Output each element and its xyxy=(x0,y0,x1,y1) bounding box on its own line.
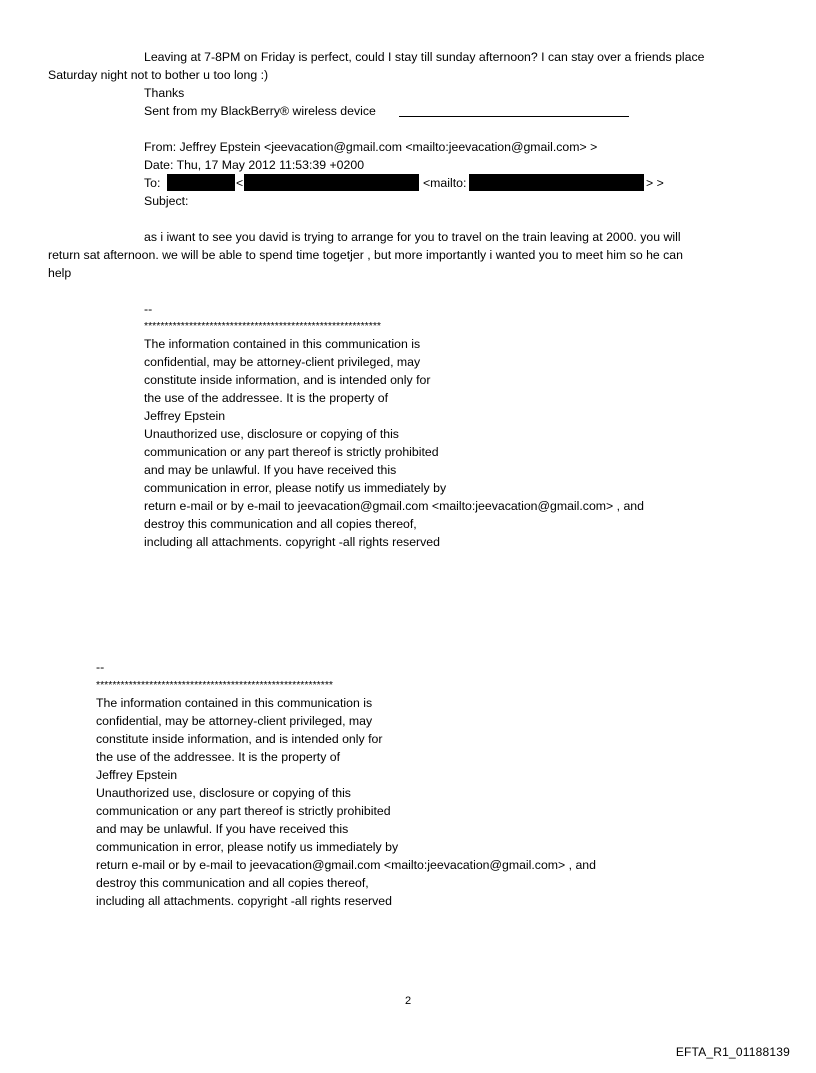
disclaimer-line: constitute inside information, and is intended only for xyxy=(144,373,431,387)
header-to-mailto: <mailto: xyxy=(423,176,467,190)
disclaimer-line: communication in error, please notify us immediately by xyxy=(144,481,447,495)
disclaimer-line: return e-mail or by e-mail to jeevacation@gmail.com <mailto:jeevacation@gmail.com> , and xyxy=(144,499,644,513)
reply-line-2: Saturday night not to bother u too long :) xyxy=(48,68,269,82)
disclaimer-line: and may be unlawful. If you have received this xyxy=(144,463,397,477)
header-to-end: > > xyxy=(646,176,664,190)
redaction-bar xyxy=(167,174,235,191)
disclaimer-stars: ********************************************************** xyxy=(96,679,333,691)
disclaimer-line: destroy this communication and all copies thereof, xyxy=(144,517,417,531)
message-line-3: help xyxy=(48,266,72,280)
signature-separator-line xyxy=(399,116,629,117)
disclaimer-line: confidential, may be attorney-client privileged, may xyxy=(96,714,373,728)
message-line-2: return sat afternoon. we will be able to spend time togetjer , but more importantly i wanted you to meet him so he can xyxy=(48,248,683,262)
message-line-1: as i iwant to see you david is trying to arrange for you to travel on the train leaving at 2000. you will xyxy=(144,230,681,244)
disclaimer-line: confidential, may be attorney-client privileged, may xyxy=(144,355,421,369)
header-to-bracket: < xyxy=(236,176,244,190)
disclaimer-dashes: -- xyxy=(144,302,153,316)
disclaimer-line: the use of the addressee. It is the property of xyxy=(96,750,341,764)
bates-number: EFTA_R1_01188139 xyxy=(675,1045,790,1059)
reply-signature: Sent from my BlackBerry® wireless device xyxy=(144,104,376,118)
disclaimer-line: return e-mail or by e-mail to jeevacation@gmail.com <mailto:jeevacation@gmail.com> , and xyxy=(96,858,596,872)
disclaimer-stars: ********************************************************** xyxy=(144,320,381,332)
header-date: Date: Thu, 17 May 2012 11:53:39 +0200 xyxy=(144,158,365,172)
disclaimer-line: communication or any part thereof is strictly prohibited xyxy=(144,445,439,459)
disclaimer-line: the use of the addressee. It is the property of xyxy=(144,391,389,405)
disclaimer-line: Unauthorized use, disclosure or copying of this xyxy=(96,786,351,800)
disclaimer-line: constitute inside information, and is intended only for xyxy=(96,732,383,746)
disclaimer-line: including all attachments. copyright -all rights reserved xyxy=(96,894,392,908)
redaction-bar xyxy=(244,174,419,191)
reply-line-1: Leaving at 7-8PM on Friday is perfect, could I stay till sunday afternoon? I can stay over a friends place xyxy=(144,50,705,64)
disclaimer-line: Jeffrey Epstein xyxy=(96,768,178,782)
disclaimer-line: Unauthorized use, disclosure or copying of this xyxy=(144,427,399,441)
header-from: From: Jeffrey Epstein <jeevacation@gmail.com <mailto:jeevacation@gmail.com> > xyxy=(144,140,598,154)
disclaimer-line: Jeffrey Epstein xyxy=(144,409,226,423)
header-subject: Subject: xyxy=(144,194,189,208)
header-to-label: To: xyxy=(144,176,161,190)
disclaimer-line: communication in error, please notify us immediately by xyxy=(96,840,399,854)
reply-thanks: Thanks xyxy=(144,86,185,100)
disclaimer-line: communication or any part thereof is strictly prohibited xyxy=(96,804,391,818)
disclaimer-line: The information contained in this communication is xyxy=(96,696,373,710)
page-number: 2 xyxy=(404,995,412,1007)
disclaimer-line: including all attachments. copyright -all rights reserved xyxy=(144,535,440,549)
disclaimer-line: and may be unlawful. If you have received this xyxy=(96,822,349,836)
disclaimer-dashes: -- xyxy=(96,660,105,674)
disclaimer-line: destroy this communication and all copies thereof, xyxy=(96,876,369,890)
redaction-bar xyxy=(469,174,644,191)
disclaimer-line: The information contained in this communication is xyxy=(144,337,421,351)
